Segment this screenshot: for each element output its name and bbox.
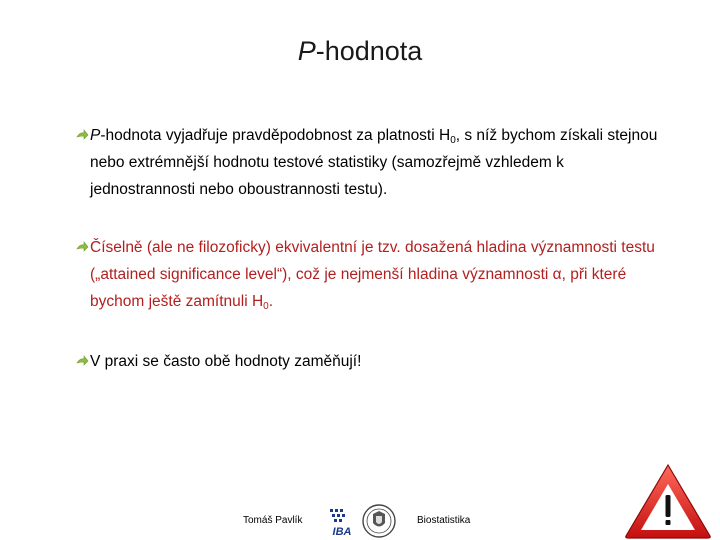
green-arrow-icon	[76, 355, 89, 367]
title-rest: -hodnota	[315, 36, 423, 66]
bullet-text: P-hodnota vyjadřuje pravděpodobnost za platnosti $H_0$, s níž bychom získali stejnou nebo extrémnější hodnotu testové statistiky (samozřejmě vzhledem k jednostrannosti nebo oboustrannosti testu).	[90, 127, 658, 198]
bullet-attained-significance	[76, 234, 666, 315]
bullet-practice-note	[76, 348, 666, 375]
footer-author: Tomáš Pavlík	[243, 515, 303, 526]
title-italic: P	[297, 36, 316, 66]
green-arrow-icon	[76, 241, 89, 253]
slide-title	[0, 36, 720, 67]
iba-logo-icon	[326, 507, 358, 537]
bullet-p-value-definition	[76, 122, 666, 203]
footer	[0, 495, 720, 540]
green-arrow-icon	[76, 129, 89, 141]
bullet-text: Číselně (ale ne filozoficky) ekvivalentní je tzv. dosažená hladina významnosti testu („attained significance level“), což je nejmenší hladina významnosti α, při které bychom ještě zamítnuli $H_0$.	[90, 239, 655, 312]
footer-course: Biostatistika	[417, 515, 471, 526]
svg-text:IBA: IBA	[332, 526, 352, 537]
bullet-text: V praxi se často obě hodnoty zaměňují!	[90, 353, 362, 370]
university-seal-icon	[361, 503, 397, 539]
